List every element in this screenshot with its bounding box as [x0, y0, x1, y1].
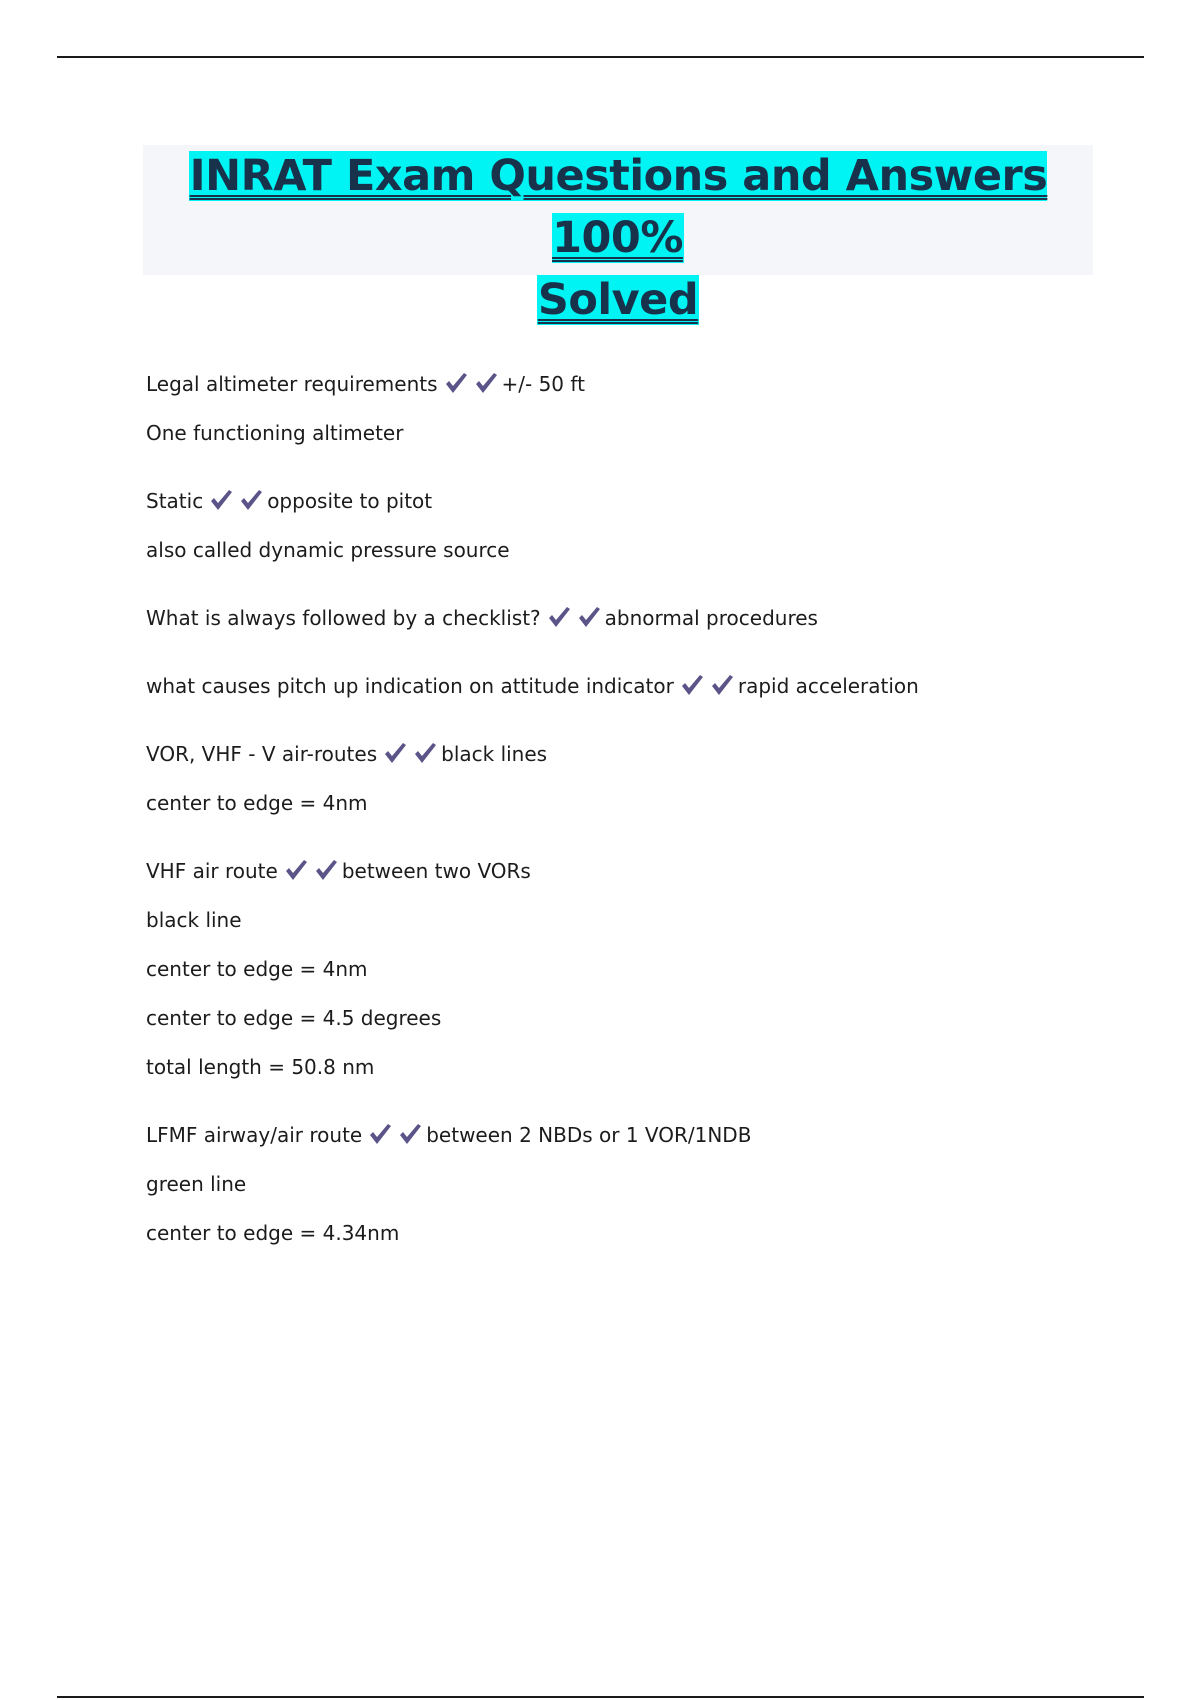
question-text: LFMF airway/air route — [146, 1123, 363, 1147]
question-text: Static — [146, 489, 204, 513]
qa-item — [146, 370, 1146, 447]
title-banner — [143, 145, 1093, 325]
page-title-line-2 — [143, 269, 1093, 331]
answer-text: opposite to pitot — [267, 489, 433, 513]
checkmark-icon — [444, 371, 468, 395]
double-check-icon — [444, 371, 498, 402]
answer-text: between two VORs — [341, 859, 531, 883]
checkmark-icon — [284, 858, 308, 882]
double-check-icon — [547, 605, 601, 636]
answer-detail-line: total length = 50.8 nm — [146, 1055, 375, 1079]
checkmark-icon — [383, 741, 407, 765]
page-title-line-1 — [143, 145, 1093, 269]
double-check-icon — [383, 741, 437, 772]
question-text: what causes pitch up indication on attitude indicator — [146, 674, 674, 698]
checkmark-icon — [710, 673, 734, 697]
qa-line — [146, 857, 1146, 885]
double-check-icon — [368, 1122, 422, 1153]
qa-item — [146, 857, 1146, 1081]
qa-line — [146, 672, 1146, 700]
qa-item — [146, 672, 1146, 700]
page-title-text-1: INRAT Exam Questions and Answers 100% — [189, 151, 1048, 263]
qa-item — [146, 740, 1146, 817]
checkmark-icon — [209, 488, 233, 512]
double-check-icon — [209, 488, 263, 519]
checkmark-icon — [398, 1122, 422, 1146]
question-text: What is always followed by a checklist? — [146, 606, 541, 630]
question-text: VOR, VHF - V air-routes — [146, 742, 378, 766]
qa-item — [146, 487, 1146, 564]
qa-item — [146, 1121, 1146, 1247]
qa-line — [146, 1121, 1146, 1149]
answer-text: black lines — [441, 742, 548, 766]
answer-text: +/- 50 ft — [501, 372, 585, 396]
checkmark-icon — [413, 741, 437, 765]
answer-detail-line: center to edge = 4.5 degrees — [146, 1006, 442, 1030]
checkmark-icon — [577, 605, 601, 629]
checkmark-icon — [680, 673, 704, 697]
answer-detail-line: green line — [146, 1172, 247, 1196]
qa-line — [146, 740, 1146, 768]
checkmark-icon — [547, 605, 571, 629]
checkmark-icon — [368, 1122, 392, 1146]
answer-detail-line: center to edge = 4.34nm — [146, 1221, 400, 1245]
double-check-icon — [284, 858, 338, 889]
answer-detail-line: also called dynamic pressure source — [146, 538, 510, 562]
answer-detail-line: black line — [146, 908, 242, 932]
question-text: VHF air route — [146, 859, 278, 883]
checkmark-icon — [239, 488, 263, 512]
double-check-icon — [680, 673, 734, 704]
checkmark-icon — [314, 858, 338, 882]
checkmark-icon — [474, 371, 498, 395]
top-rule — [57, 56, 1144, 58]
bottom-rule — [57, 1696, 1144, 1698]
page-title-text-2: Solved — [537, 275, 699, 325]
qa-item — [146, 604, 1146, 632]
answer-detail-line: center to edge = 4nm — [146, 791, 368, 815]
qa-line — [146, 604, 1146, 632]
qa-line — [146, 370, 1146, 398]
answer-text: between 2 NBDs or 1 VOR/1NDB — [426, 1123, 752, 1147]
answer-detail-line: center to edge = 4nm — [146, 957, 368, 981]
answer-text: abnormal procedures — [604, 606, 818, 630]
qa-list — [146, 370, 1146, 1247]
answer-text: rapid acceleration — [737, 674, 919, 698]
question-text: Legal altimeter requirements — [146, 372, 438, 396]
answer-detail-line: One functioning altimeter — [146, 421, 404, 445]
qa-line — [146, 487, 1146, 515]
